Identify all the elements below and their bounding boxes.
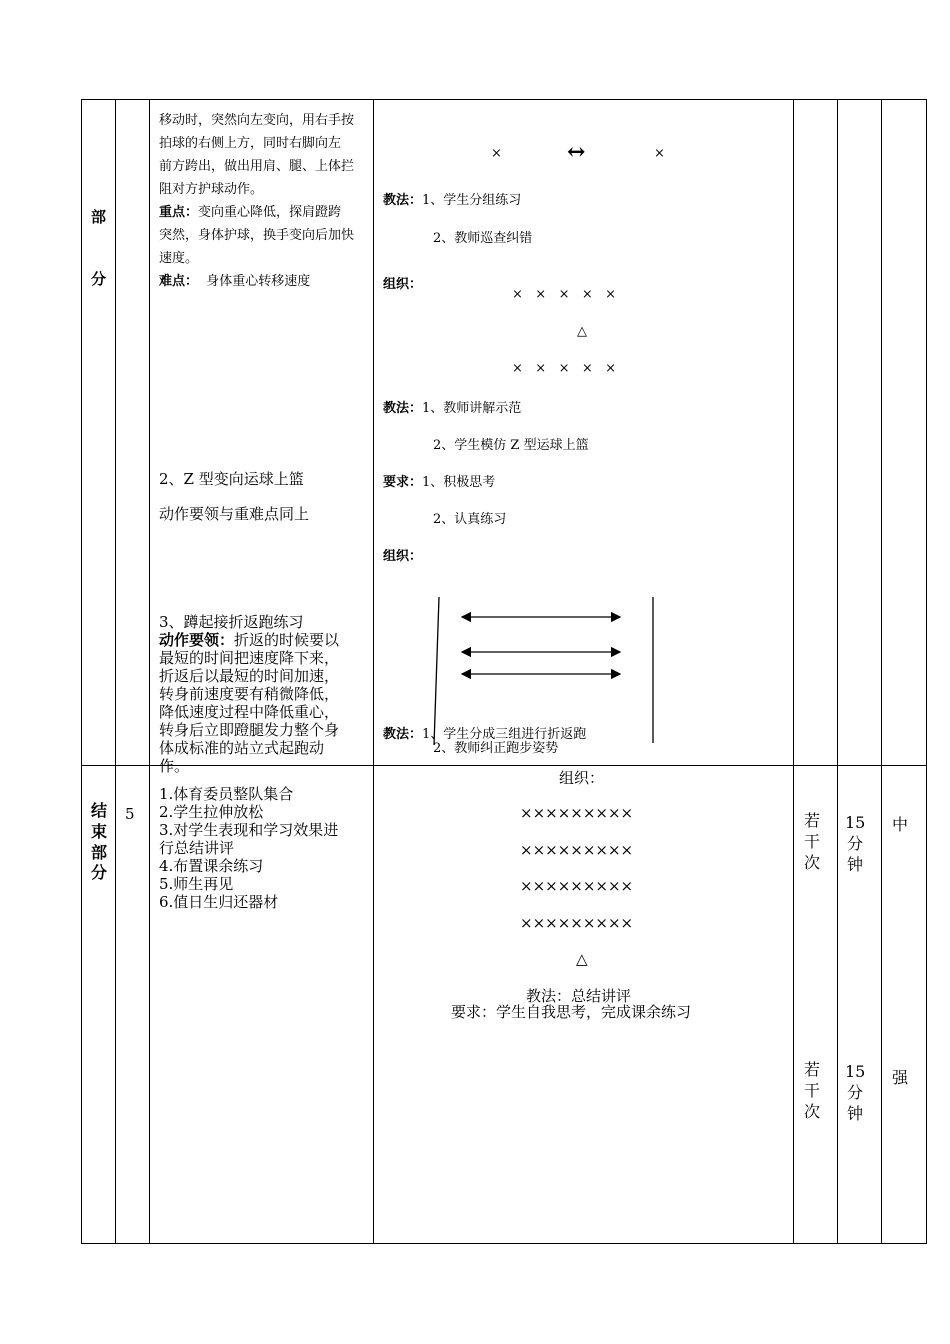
table-border-right bbox=[926, 99, 927, 1244]
content-line: 4.布置课余练习 bbox=[159, 857, 264, 875]
time-cell-1: 15 分 钟 bbox=[845, 813, 866, 874]
cross-mark-left: × bbox=[491, 146, 502, 161]
difficulty bbox=[159, 270, 369, 293]
requirement: 要求：1、积极思考 bbox=[383, 475, 496, 490]
item3-line: 动作要领：折返的时候要以 bbox=[159, 631, 340, 649]
diff-label: 难点： bbox=[159, 274, 199, 289]
item3-line: 降低速度过程中降低重心， bbox=[159, 703, 340, 721]
teacher-mark: △ bbox=[577, 324, 587, 339]
section1-label-top: 部 bbox=[91, 208, 107, 226]
method3: 教法：1、学生分成三组进行折返跑 bbox=[383, 727, 587, 742]
content-line: 拍球的右侧上方，同时右脚向左 bbox=[159, 136, 342, 151]
key-line: 变向重心降低，探肩蹬跨 bbox=[198, 205, 342, 220]
col-divider-2 bbox=[149, 99, 150, 1244]
content-line: 行总结讲评 bbox=[159, 839, 235, 857]
item2-subtitle: 动作要领与重难点同上 bbox=[159, 505, 310, 523]
content-line: 阻对方护球动作。 bbox=[159, 182, 264, 197]
section1-content bbox=[159, 109, 369, 293]
formation-row: ××××××××× bbox=[520, 841, 634, 859]
content-line: 3.对学生表现和学习效果进 bbox=[159, 821, 339, 839]
formation-row-bottom: × × × × × bbox=[512, 361, 617, 376]
count-cell-2: 若 干 次 bbox=[803, 1060, 820, 1121]
key-points bbox=[159, 201, 369, 224]
intensity-cell-1: 中 bbox=[892, 815, 909, 834]
org-label: 组织： bbox=[383, 277, 423, 292]
method2: 教法：1、教师讲解示范 bbox=[383, 401, 522, 416]
item3-line: 转身后立即蹬腿发力整个身 bbox=[159, 721, 340, 739]
item3-line: 折返后以最短的时间加速， bbox=[159, 667, 340, 685]
col-divider-5 bbox=[837, 99, 838, 1244]
item2-title: 2、Z 型变向运球上篮 bbox=[159, 470, 304, 488]
item3-title: 3、蹲起接折返跑练习 bbox=[159, 613, 304, 631]
key-line: 速度。 bbox=[159, 251, 199, 266]
cross-mark-right: × bbox=[654, 146, 665, 161]
diff-text: 身体重心转移速度 bbox=[206, 274, 311, 289]
item3-line: 作。 bbox=[159, 757, 190, 775]
key-line: 突然，身体护球，换手变向后加快 bbox=[159, 228, 355, 243]
intensity-cell-2: 强 bbox=[892, 1068, 909, 1087]
double-arrow-icon: ↔ bbox=[567, 139, 586, 165]
section1-label-bottom: 分 bbox=[91, 270, 107, 288]
formation-row: ××××××××× bbox=[520, 877, 634, 895]
key-label: 重点： bbox=[159, 205, 199, 220]
teacher-mark: △ bbox=[576, 950, 588, 968]
section2-method: 教法：总结讲评 bbox=[526, 987, 632, 1005]
requirement-item2: 2、认真练习 bbox=[433, 512, 507, 527]
col-divider-3 bbox=[373, 99, 374, 1244]
method1: 教法：1、学生分组练习 bbox=[383, 193, 522, 208]
formation-row-top: × × × × × bbox=[512, 287, 617, 302]
item3-label: 动作要领： bbox=[159, 631, 235, 649]
table-border-left bbox=[81, 99, 82, 1244]
method2-item2: 2、学生模仿 Z 型运球上篮 bbox=[433, 438, 589, 453]
col-divider-4 bbox=[793, 99, 794, 1244]
item3-block bbox=[159, 613, 369, 775]
content-line: 移动时，突然向左变向，用右手按 bbox=[159, 113, 355, 128]
content-line: 5.师生再见 bbox=[159, 875, 234, 893]
section2-label: 结 束 部 分 bbox=[90, 801, 107, 883]
col-divider-1 bbox=[115, 99, 116, 1244]
col-divider-6 bbox=[881, 99, 882, 1244]
section2-org-label: 组织： bbox=[559, 769, 605, 787]
method3-item2: 2、教师纠正跑步姿势 bbox=[433, 741, 559, 756]
item3-line: 最短的时间把速度降下来， bbox=[159, 649, 340, 667]
content-line: 2.学生拉伸放松 bbox=[159, 803, 264, 821]
method1-item2: 2、教师巡查纠错 bbox=[433, 231, 533, 246]
org2-label: 组织： bbox=[383, 549, 423, 564]
item3-line: 转身前速度要有稍微降低， bbox=[159, 685, 340, 703]
table-border-top bbox=[81, 99, 927, 100]
section2-content bbox=[159, 785, 369, 911]
count-cell-1: 若 干 次 bbox=[803, 811, 820, 872]
content-line: 前方跨出，做出用肩、腿、上体拦 bbox=[159, 159, 355, 174]
content-line: 6.值日生归还器材 bbox=[159, 893, 279, 911]
item3-line: 体成标准的站立式起跑动 bbox=[159, 739, 325, 757]
content-line: 1.体育委员整队集合 bbox=[159, 785, 294, 803]
section2-requirement: 要求：学生自我思考，完成课余练习 bbox=[451, 1003, 692, 1021]
table-border-bottom bbox=[81, 1243, 927, 1244]
formation-row: ××××××××× bbox=[520, 804, 634, 822]
section2-minutes: 5 bbox=[125, 805, 135, 823]
formation-row: ××××××××× bbox=[520, 914, 634, 932]
time-cell-2: 15 分 钟 bbox=[845, 1062, 866, 1123]
